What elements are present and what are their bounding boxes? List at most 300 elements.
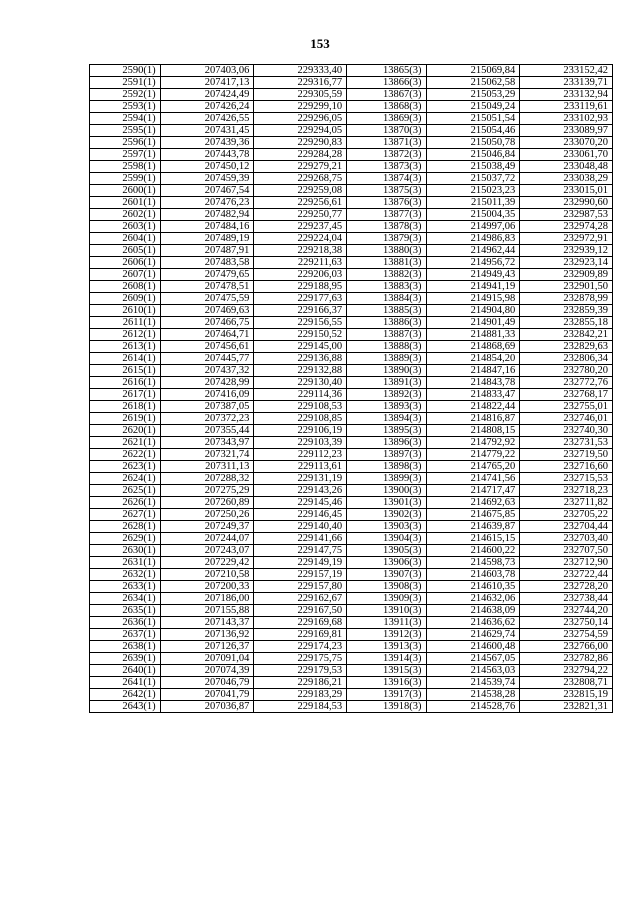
table-cell: 232750,14: [520, 617, 613, 629]
table-cell: 229169,81: [254, 629, 347, 641]
table-cell: 13917(3): [347, 689, 426, 701]
table-cell: 229184,53: [254, 701, 347, 713]
table-cell: 229166,37: [254, 305, 347, 317]
table-cell: 232707,50: [520, 545, 613, 557]
table-cell: 207483,58: [160, 257, 254, 269]
table-cell: 232740,30: [520, 425, 613, 437]
table-cell: 2632(1): [90, 569, 161, 581]
table-cell: 233070,20: [520, 137, 613, 149]
table-cell: 233119,61: [520, 101, 613, 113]
table-row: [90, 581, 613, 593]
table-cell: 2602(1): [90, 209, 161, 221]
table-cell: 207469,63: [160, 305, 254, 317]
table-row: [90, 389, 613, 401]
table-cell: 2638(1): [90, 641, 161, 653]
table-cell: 229218,38: [254, 245, 347, 257]
table-cell: 214638,09: [426, 605, 520, 617]
table-row: [90, 113, 613, 125]
table-cell: 229156,55: [254, 317, 347, 329]
table-cell: 232909,89: [520, 269, 613, 281]
table-row: [90, 653, 613, 665]
table-cell: 2607(1): [90, 269, 161, 281]
table-cell: 214692,63: [426, 497, 520, 509]
table-cell: 233015,01: [520, 185, 613, 197]
table-row: [90, 569, 613, 581]
table-cell: 229141,66: [254, 533, 347, 545]
table-cell: 214636,62: [426, 617, 520, 629]
table-cell: 2619(1): [90, 413, 161, 425]
table-cell: 13912(3): [347, 629, 426, 641]
table-cell: 214808,15: [426, 425, 520, 437]
table-cell: 207126,37: [160, 641, 254, 653]
table-cell: 2639(1): [90, 653, 161, 665]
table-cell: 13878(3): [347, 221, 426, 233]
table-cell: 2591(1): [90, 77, 161, 89]
table-cell: 229113,61: [254, 461, 347, 473]
table-cell: 214962,44: [426, 245, 520, 257]
table-cell: 214986,83: [426, 233, 520, 245]
table-cell: 229250,77: [254, 209, 347, 221]
table-cell: 13899(3): [347, 473, 426, 485]
table-cell: 207260,89: [160, 497, 254, 509]
table-row: [90, 293, 613, 305]
table-row: [90, 329, 613, 341]
table-row: [90, 689, 613, 701]
table-cell: 229294,05: [254, 125, 347, 137]
table-cell: 207428,99: [160, 377, 254, 389]
table-cell: 229147,75: [254, 545, 347, 557]
table-row: [90, 233, 613, 245]
table-row: [90, 137, 613, 149]
table-cell: 13890(3): [347, 365, 426, 377]
table-cell: 215069,84: [426, 65, 520, 77]
table-cell: 2629(1): [90, 533, 161, 545]
table-cell: 232782,86: [520, 653, 613, 665]
table-cell: 232990,60: [520, 197, 613, 209]
table-row: [90, 461, 613, 473]
table-row: [90, 149, 613, 161]
table-cell: 229132,88: [254, 365, 347, 377]
table-cell: 2606(1): [90, 257, 161, 269]
table-cell: 232711,82: [520, 497, 613, 509]
table-row: [90, 677, 613, 689]
table-cell: 207387,05: [160, 401, 254, 413]
table-cell: 207424,49: [160, 89, 254, 101]
table-cell: 229174,23: [254, 641, 347, 653]
table-cell: 13914(3): [347, 653, 426, 665]
table-row: [90, 605, 613, 617]
table-cell: 229316,77: [254, 77, 347, 89]
table-cell: 214915,98: [426, 293, 520, 305]
table-cell: 13915(3): [347, 665, 426, 677]
table-cell: 214629,74: [426, 629, 520, 641]
table-row: [90, 629, 613, 641]
table-row: [90, 77, 613, 89]
table-cell: 13881(3): [347, 257, 426, 269]
coordinates-table-body: [90, 65, 613, 713]
table-cell: 2620(1): [90, 425, 161, 437]
table-cell: 207417,13: [160, 77, 254, 89]
table-cell: 207244,07: [160, 533, 254, 545]
table-cell: 232821,31: [520, 701, 613, 713]
table-cell: 2624(1): [90, 473, 161, 485]
table-cell: 214563,03: [426, 665, 520, 677]
table-cell: 229175,75: [254, 653, 347, 665]
table-cell: 2640(1): [90, 665, 161, 677]
table-cell: 214949,43: [426, 269, 520, 281]
table-cell: 232859,39: [520, 305, 613, 317]
table-cell: 13897(3): [347, 449, 426, 461]
table-cell: 13880(3): [347, 245, 426, 257]
table-cell: 229145,46: [254, 497, 347, 509]
table-cell: 229108,85: [254, 413, 347, 425]
table-cell: 13871(3): [347, 137, 426, 149]
table-cell: 2593(1): [90, 101, 161, 113]
table-cell: 229256,61: [254, 197, 347, 209]
table-cell: 2615(1): [90, 365, 161, 377]
table-cell: 2628(1): [90, 521, 161, 533]
table-cell: 13911(3): [347, 617, 426, 629]
table-row: [90, 125, 613, 137]
table-cell: 232703,40: [520, 533, 613, 545]
table-row: [90, 701, 613, 713]
table-row: [90, 305, 613, 317]
table-cell: 2616(1): [90, 377, 161, 389]
table-cell: 232728,20: [520, 581, 613, 593]
table-cell: 232855,18: [520, 317, 613, 329]
table-cell: 2617(1): [90, 389, 161, 401]
table-cell: 207355,44: [160, 425, 254, 437]
table-cell: 232738,44: [520, 593, 613, 605]
table-row: [90, 281, 613, 293]
table-cell: 214822,44: [426, 401, 520, 413]
table-cell: 233048,48: [520, 161, 613, 173]
table-cell: 207046,79: [160, 677, 254, 689]
table-row: [90, 533, 613, 545]
table-cell: 2625(1): [90, 485, 161, 497]
table-cell: 207250,26: [160, 509, 254, 521]
table-cell: 215049,24: [426, 101, 520, 113]
table-cell: 13918(3): [347, 701, 426, 713]
table-cell: 207288,32: [160, 473, 254, 485]
table-cell: 214854,20: [426, 353, 520, 365]
table-cell: 2626(1): [90, 497, 161, 509]
table-cell: 232901,50: [520, 281, 613, 293]
table-row: [90, 197, 613, 209]
table-cell: 232705,22: [520, 509, 613, 521]
table-cell: 215051,54: [426, 113, 520, 125]
table-cell: 2598(1): [90, 161, 161, 173]
table-cell: 13905(3): [347, 545, 426, 557]
table-cell: 13908(3): [347, 581, 426, 593]
table-cell: 232719,50: [520, 449, 613, 461]
table-cell: 233061,70: [520, 149, 613, 161]
table-cell: 229131,19: [254, 473, 347, 485]
table-cell: 207482,94: [160, 209, 254, 221]
table-cell: 233102,93: [520, 113, 613, 125]
table-cell: 215062,58: [426, 77, 520, 89]
table-cell: 229108,53: [254, 401, 347, 413]
table-cell: 13892(3): [347, 389, 426, 401]
table-cell: 229140,40: [254, 521, 347, 533]
table-cell: 13883(3): [347, 281, 426, 293]
table-cell: 232768,17: [520, 389, 613, 401]
table-cell: 232923,14: [520, 257, 613, 269]
table-cell: 229305,59: [254, 89, 347, 101]
table-cell: 214833,47: [426, 389, 520, 401]
table-cell: 13901(3): [347, 497, 426, 509]
table-cell: 233089,97: [520, 125, 613, 137]
table-cell: 214779,22: [426, 449, 520, 461]
table-cell: 214539,74: [426, 677, 520, 689]
table-cell: 232718,23: [520, 485, 613, 497]
table-cell: 13910(3): [347, 605, 426, 617]
table-cell: 214956,72: [426, 257, 520, 269]
table-cell: 229211,63: [254, 257, 347, 269]
table-cell: 2604(1): [90, 233, 161, 245]
table-cell: 13916(3): [347, 677, 426, 689]
table-cell: 2637(1): [90, 629, 161, 641]
table-cell: 207437,32: [160, 365, 254, 377]
table-cell: 229162,67: [254, 593, 347, 605]
table-cell: 232842,21: [520, 329, 613, 341]
table-cell: 229157,19: [254, 569, 347, 581]
table-cell: 214603,78: [426, 569, 520, 581]
table-cell: 2608(1): [90, 281, 161, 293]
table-cell: 229259,08: [254, 185, 347, 197]
table-cell: 2623(1): [90, 461, 161, 473]
table-cell: 229149,19: [254, 557, 347, 569]
table-cell: 215004,35: [426, 209, 520, 221]
table-row: [90, 161, 613, 173]
table-cell: 229333,40: [254, 65, 347, 77]
table-cell: 232715,53: [520, 473, 613, 485]
table-cell: 229290,83: [254, 137, 347, 149]
table-cell: 2600(1): [90, 185, 161, 197]
table-cell: 214997,06: [426, 221, 520, 233]
table-cell: 207456,61: [160, 341, 254, 353]
table-cell: 207074,39: [160, 665, 254, 677]
table-cell: 207431,45: [160, 125, 254, 137]
table-cell: 233139,71: [520, 77, 613, 89]
table-cell: 2630(1): [90, 545, 161, 557]
table-cell: 229296,05: [254, 113, 347, 125]
table-cell: 214598,73: [426, 557, 520, 569]
table-cell: 2635(1): [90, 605, 161, 617]
table-cell: 207475,59: [160, 293, 254, 305]
table-cell: 2610(1): [90, 305, 161, 317]
table-cell: 233132,94: [520, 89, 613, 101]
table-cell: 13882(3): [347, 269, 426, 281]
table-cell: 2603(1): [90, 221, 161, 233]
table-cell: 207487,91: [160, 245, 254, 257]
table-cell: 232746,01: [520, 413, 613, 425]
table-cell: 2601(1): [90, 197, 161, 209]
table-row: [90, 245, 613, 257]
table-cell: 2642(1): [90, 689, 161, 701]
table-cell: 2592(1): [90, 89, 161, 101]
table-cell: 232974,28: [520, 221, 613, 233]
table-cell: 229136,88: [254, 353, 347, 365]
table-row: [90, 209, 613, 221]
table-row: [90, 65, 613, 77]
table-row: [90, 485, 613, 497]
table-cell: 13888(3): [347, 341, 426, 353]
table-cell: 229169,68: [254, 617, 347, 629]
table-cell: 13874(3): [347, 173, 426, 185]
table-cell: 232829,63: [520, 341, 613, 353]
table-cell: 214881,33: [426, 329, 520, 341]
table-cell: 13903(3): [347, 521, 426, 533]
table-cell: 207155,88: [160, 605, 254, 617]
table-cell: 2618(1): [90, 401, 161, 413]
table-cell: 229145,00: [254, 341, 347, 353]
table-cell: 229206,03: [254, 269, 347, 281]
table-cell: 207136,92: [160, 629, 254, 641]
table-cell: 232731,53: [520, 437, 613, 449]
table-row: [90, 497, 613, 509]
table-cell: 215011,39: [426, 197, 520, 209]
table-cell: 13869(3): [347, 113, 426, 125]
table-cell: 214765,20: [426, 461, 520, 473]
table-cell: 232806,34: [520, 353, 613, 365]
table-cell: 13909(3): [347, 593, 426, 605]
table-cell: 207210,58: [160, 569, 254, 581]
table-cell: 207450,12: [160, 161, 254, 173]
table-cell: 232772,76: [520, 377, 613, 389]
table-cell: 207476,23: [160, 197, 254, 209]
table-cell: 13898(3): [347, 461, 426, 473]
table-cell: 2611(1): [90, 317, 161, 329]
table-cell: 13902(3): [347, 509, 426, 521]
table-cell: 229167,50: [254, 605, 347, 617]
table-cell: 214901,49: [426, 317, 520, 329]
table-cell: 207243,07: [160, 545, 254, 557]
table-cell: 214843,78: [426, 377, 520, 389]
table-cell: 215054,46: [426, 125, 520, 137]
table-row: [90, 353, 613, 365]
table-cell: 207041,79: [160, 689, 254, 701]
table-cell: 13885(3): [347, 305, 426, 317]
table-cell: 13891(3): [347, 377, 426, 389]
table-cell: 207091,04: [160, 653, 254, 665]
table-cell: 214538,28: [426, 689, 520, 701]
table-cell: 207489,19: [160, 233, 254, 245]
table-cell: 207464,71: [160, 329, 254, 341]
table-row: [90, 401, 613, 413]
table-cell: 229186,21: [254, 677, 347, 689]
table-cell: 229237,45: [254, 221, 347, 233]
table-cell: 207321,74: [160, 449, 254, 461]
table-cell: 232808,71: [520, 677, 613, 689]
table-cell: 229112,23: [254, 449, 347, 461]
table-cell: 214528,76: [426, 701, 520, 713]
table-cell: 207466,75: [160, 317, 254, 329]
table-cell: 214639,87: [426, 521, 520, 533]
table-cell: 2613(1): [90, 341, 161, 353]
table-cell: 13893(3): [347, 401, 426, 413]
table-cell: 232780,20: [520, 365, 613, 377]
table-cell: 207459,39: [160, 173, 254, 185]
table-cell: 207426,55: [160, 113, 254, 125]
table-cell: 215050,78: [426, 137, 520, 149]
table-row: [90, 377, 613, 389]
table-cell: 229299,10: [254, 101, 347, 113]
table-cell: 2643(1): [90, 701, 161, 713]
table-cell: 2633(1): [90, 581, 161, 593]
table-cell: 207445,77: [160, 353, 254, 365]
table-cell: 215046,84: [426, 149, 520, 161]
table-cell: 207229,42: [160, 557, 254, 569]
table-row: [90, 269, 613, 281]
table-cell: 13913(3): [347, 641, 426, 653]
coordinates-table: [89, 64, 613, 713]
table-cell: 207484,16: [160, 221, 254, 233]
table-cell: 13884(3): [347, 293, 426, 305]
table-row: [90, 341, 613, 353]
table-cell: 214615,15: [426, 533, 520, 545]
table-cell: 214741,56: [426, 473, 520, 485]
table-cell: 232972,91: [520, 233, 613, 245]
table-cell: 207416,09: [160, 389, 254, 401]
table-row: [90, 617, 613, 629]
table-cell: 214792,92: [426, 437, 520, 449]
table-cell: 232744,20: [520, 605, 613, 617]
page-number: 153: [310, 36, 330, 51]
table-cell: 13906(3): [347, 557, 426, 569]
table-cell: 214675,85: [426, 509, 520, 521]
table-cell: 232794,22: [520, 665, 613, 677]
table-cell: 232722,44: [520, 569, 613, 581]
table-cell: 207478,51: [160, 281, 254, 293]
table-cell: 13870(3): [347, 125, 426, 137]
table-cell: 13876(3): [347, 197, 426, 209]
table-cell: 2627(1): [90, 509, 161, 521]
table-cell: 207403,06: [160, 65, 254, 77]
table-cell: 207200,33: [160, 581, 254, 593]
table-cell: 229150,52: [254, 329, 347, 341]
table-row: [90, 317, 613, 329]
table-cell: 13887(3): [347, 329, 426, 341]
table-cell: 13873(3): [347, 161, 426, 173]
table-cell: 232704,44: [520, 521, 613, 533]
table-cell: 2596(1): [90, 137, 161, 149]
table-row: [90, 641, 613, 653]
table-cell: 214941,19: [426, 281, 520, 293]
table-cell: 13877(3): [347, 209, 426, 221]
table-cell: 13879(3): [347, 233, 426, 245]
table-cell: 229130,40: [254, 377, 347, 389]
table-cell: 207143,37: [160, 617, 254, 629]
table-cell: 214632,06: [426, 593, 520, 605]
table-cell: 2597(1): [90, 149, 161, 161]
table-cell: 232766,00: [520, 641, 613, 653]
table-cell: 2614(1): [90, 353, 161, 365]
table-cell: 13886(3): [347, 317, 426, 329]
table-cell: 215037,72: [426, 173, 520, 185]
table-cell: 2634(1): [90, 593, 161, 605]
table-row: [90, 221, 613, 233]
table-cell: 13868(3): [347, 101, 426, 113]
table-cell: 207275,29: [160, 485, 254, 497]
table-cell: 214600,22: [426, 545, 520, 557]
table-cell: 13875(3): [347, 185, 426, 197]
table-cell: 207372,23: [160, 413, 254, 425]
table-cell: 13889(3): [347, 353, 426, 365]
table-cell: 214847,16: [426, 365, 520, 377]
table-cell: 2609(1): [90, 293, 161, 305]
table-cell: 207249,37: [160, 521, 254, 533]
